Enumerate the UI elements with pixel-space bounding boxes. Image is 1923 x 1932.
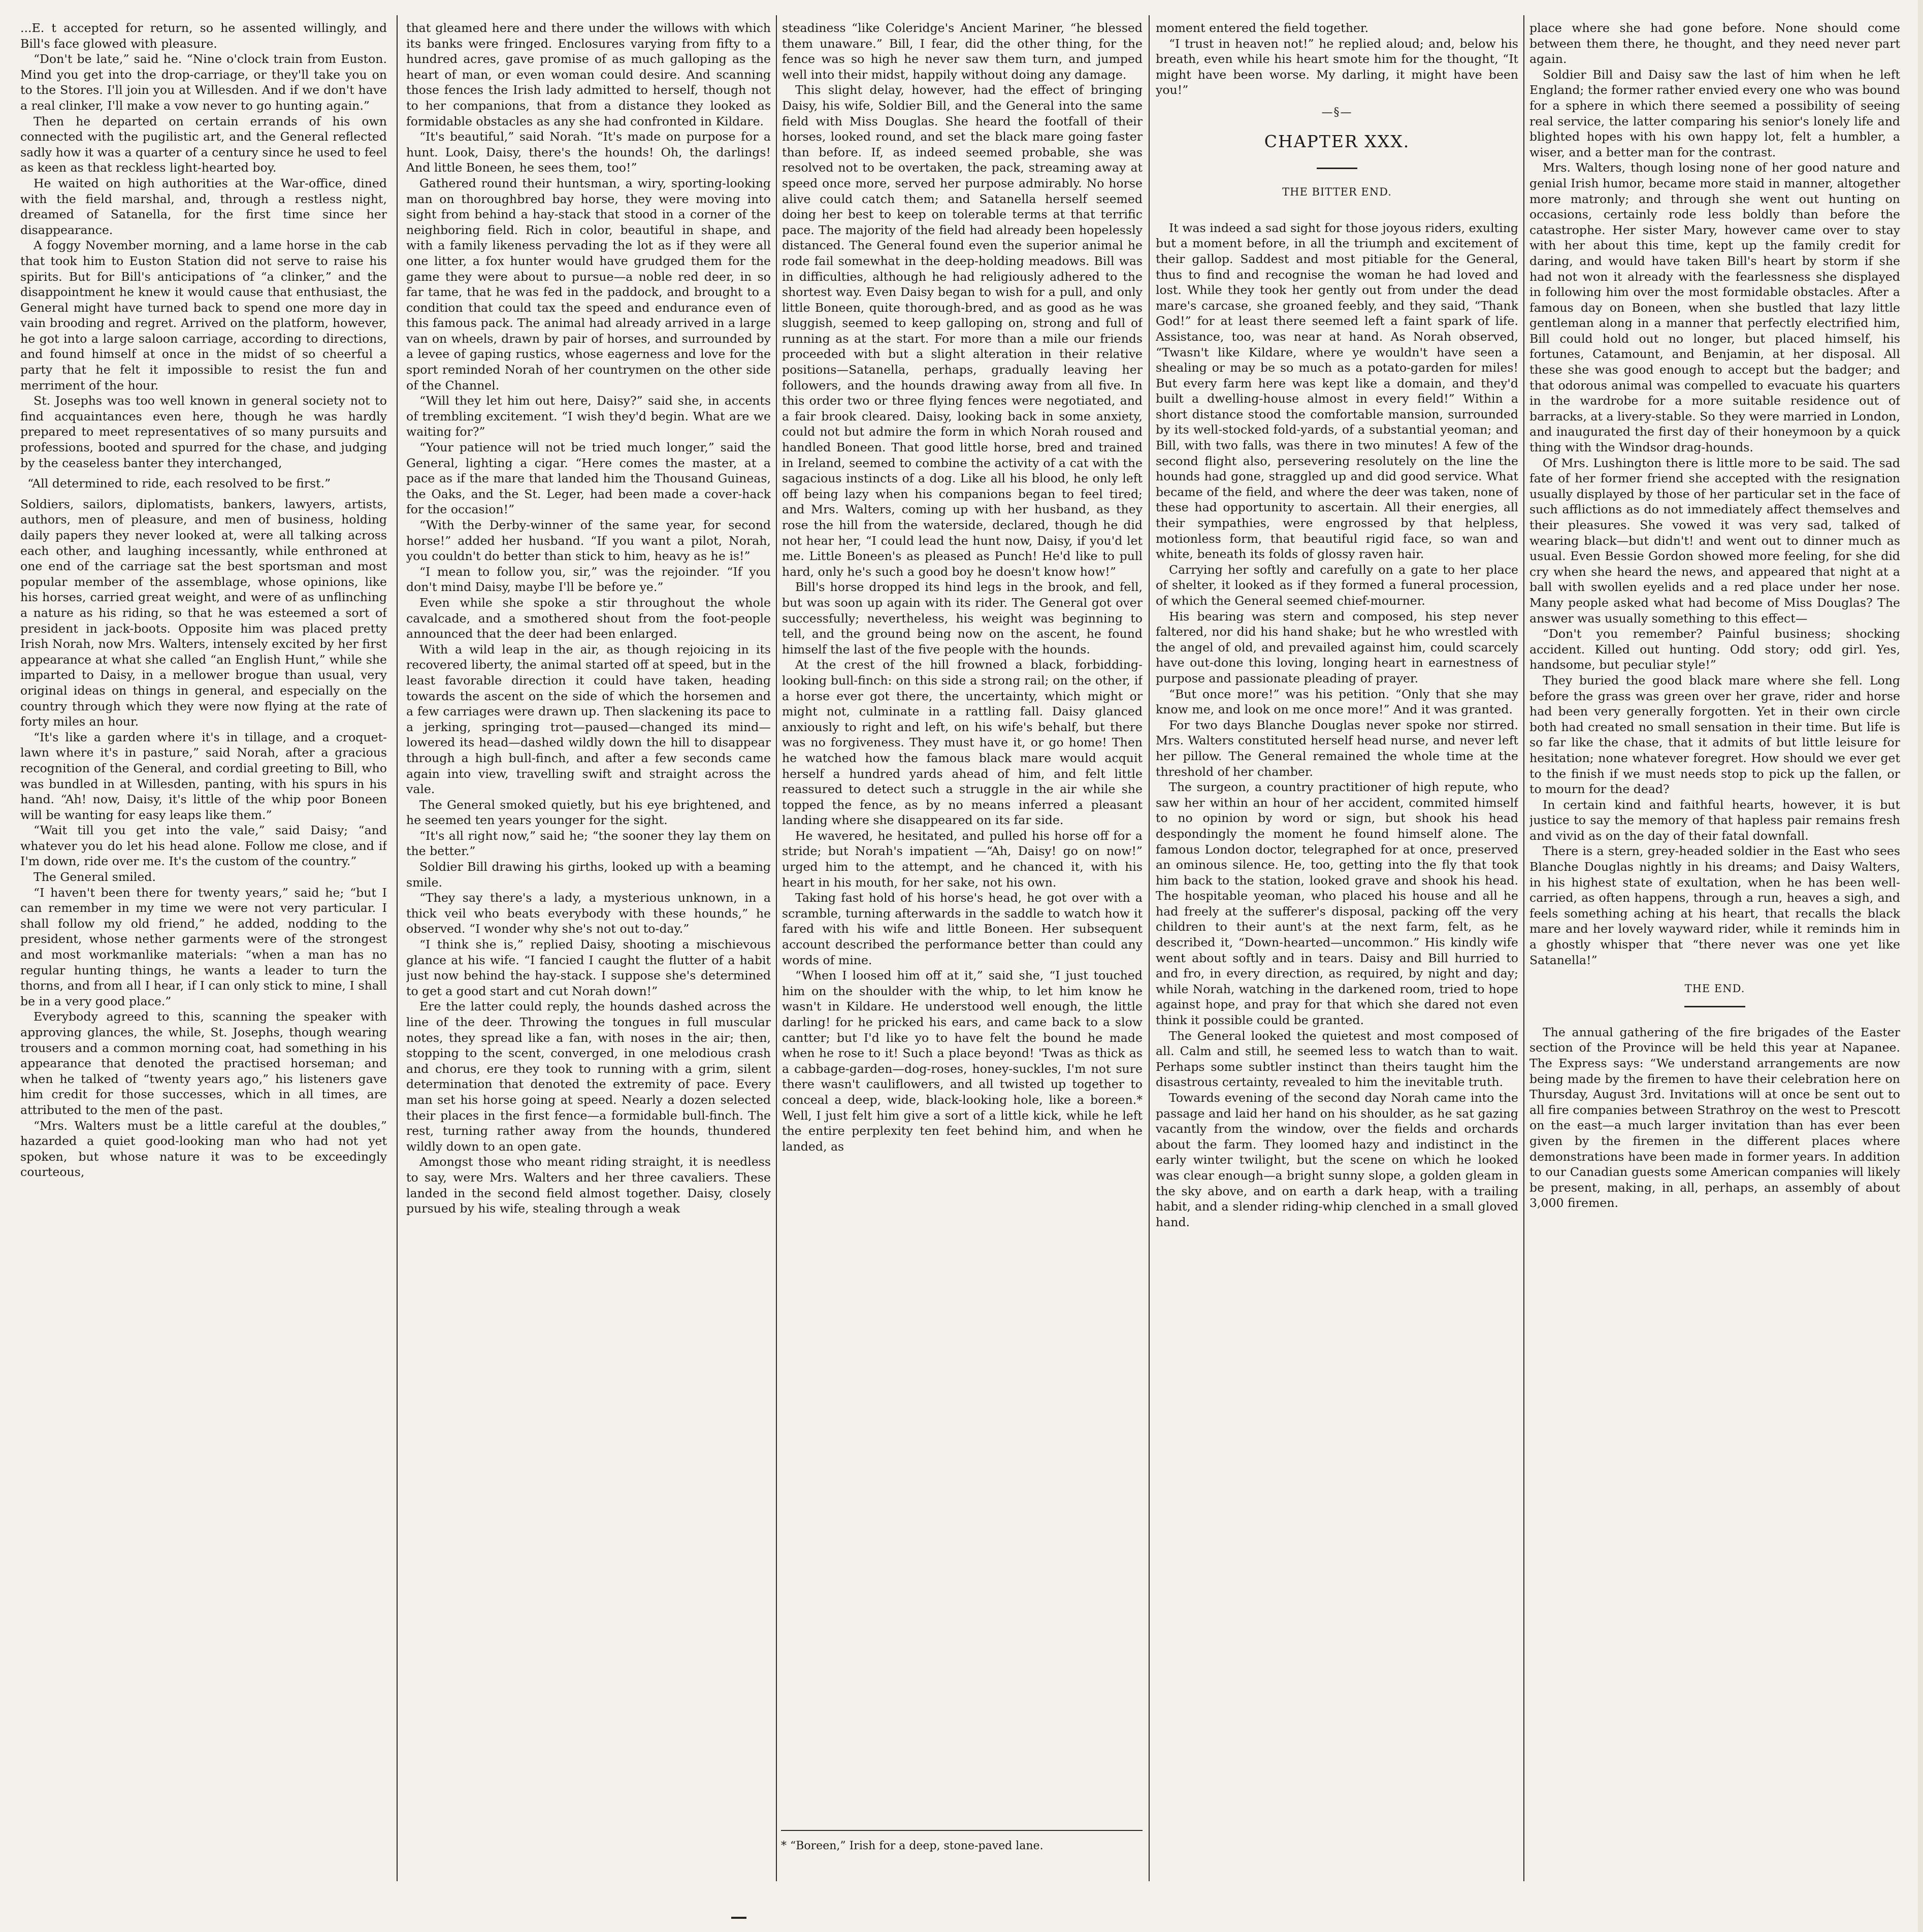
paragraph: Bill's horse dropped its hind legs in the brook, and fell, but was soon up again with its rider. The General got over successfully; nevertheless, his weight was beginning to tell, and the ground being now on the ascent, he found himself the last of the five people with the hounds. <box>782 580 1143 657</box>
paragraph: “I mean to follow you, sir,” was the rejoinder. “If you don't mind Daisy, maybe I'll be before ye.” <box>406 564 771 595</box>
paragraph: Then he departed on certain errands of his own connected with the pugilistic art, and the General reflected sadly how it was a quarter of a century since he used to feel as keen as that reckless light-hearted boy. <box>20 114 387 175</box>
paragraph: “It's all right now,” said he; “the sooner they lay them on the better.” <box>406 828 771 859</box>
paragraph: The annual gathering of the fire brigades of the Easter section of the Province will be held this year at Napanee. The Express says: “We understand arrangements are now being made by the firemen to have their celebration here on Thursday, August 3rd. Invitations will at once be sent out to all fire companies between Strathroy on the west to Prescott on the east—a much larger invitation than has ever been given by the firemen in the different places where demonstrations have been made in former years. In addition to our Canadian guests some American companies will likely be present, making, in all, perhaps, an assembly of about 3,000 firemen. <box>1529 1025 1900 1210</box>
paragraph: There is a stern, grey-headed soldier in the East who sees Blanche Douglas nightly in his dreams; and Daisy Walters, in his highest state of exultation, when he has been well-carried, as often happens, through a run, heaves a sigh, and feels something aching at his heart, that recalls the black mare and her lovely wayward rider, while it reminds him in a ghostly whisper that “there never was one yet like Satanella!” <box>1529 844 1900 967</box>
footnote-rule <box>781 1830 1143 1831</box>
paragraph: This slight delay, however, had the effect of bringing Daisy, his wife, Soldier Bill, and the General into the same field with Miss Douglas. She heard the footfall of their horses, looked round, and set the black mare going faster than before. If, as indeed seemed probable, she was resolved not to be overtaken, the pack, streaming away at speed once more, served her purpose admirably. No horse alive could catch them; and Satanella herself seemed doing her best to keep on tolerable terms at that terrific pace. The majority of the field had already been hopelessly distanced. The General found even the superior animal he rode fail somewhat in the deep-holding meadows. Bill was in difficulties, although he had religiously adhered to the shortest way. Even Daisy began to wish for a pull, and only little Boneen, quite thorough-bred, and as good as he was sluggish, seemed to keep galloping on, strong and full of running as at the start. For more than a mile our friends proceeded with but a slight alteration in their relative positions—Satanella, perhaps, gradually leaving her followers, and the hounds drawing away from all five. In this order two or three flying fences were negotiated, and a fair brook cleared. Daisy, looking back in some anxiety, could not but admire the form in which Norah roused and handled Boneen. That good little horse, bred and trained in Ireland, seemed to combine the activity of a cat with the sagacious instincts of a dog. Like all his blood, he only left off being lazy when his companions began to feel tired; and Mrs. Walters, coming up with her husband, as they rose the hill from the waterside, declared, though he did not hear her, “I could lead the hunt now, Daisy, if you'd let me. Little Boneen's as pleased as Punch! He'd like to pull hard, only he's such a good boy he doesn't know how!” <box>782 83 1143 579</box>
paragraph: “With the Derby-winner of the same year, for second horse!” added her husband. “If you want a pilot, Norah, you couldn't do better than stick to him, heavy as he is!” <box>406 518 771 564</box>
paragraph: ...E. t accepted for return, so he assented willingly, and Bill's face glowed with pleasure. <box>20 21 387 51</box>
paragraph: “They say there's a lady, a mysterious unknown, in a thick veil who beats everybody with these hounds,” he observed. “I wonder why she's not out to-day.” <box>406 891 771 936</box>
column-3 <box>782 20 1143 1830</box>
page-mark <box>731 1917 746 1919</box>
paragraph: Soldier Bill and Daisy saw the last of him when he left England; the former rather envied every one who was bound for a sphere in which there seemed a possibility of seeing real service, the latter comparing his senior's lonely life and blighted hopes with his own happy lot, felt a humbler, a wiser, and a better man for the contrast. <box>1529 67 1900 159</box>
paragraph: In certain kind and faithful hearts, however, it is but justice to say the memory of that hapless pair remains fresh and vivid as on the day of their fatal downfall. <box>1529 797 1900 843</box>
paragraph: He wavered, he hesitated, and pulled his horse off for a stride; but Norah's impatient —“Ah, Daisy! go on now!” urged him to the attempt, and he chanced it, with his heart in his mouth, for her sake, not his own. <box>782 828 1143 890</box>
column-4 <box>1156 20 1518 1871</box>
paragraph: At the crest of the hill frowned a black, forbidding-looking bull-finch: on this side a strong rail; on the other, if a horse ever got there, the uncertainty, which might or might not, culminate in a rattling fall. Daisy glanced anxiously to right and left, on his wife's behalf, but there was no forgiveness. They must have it, or go home! Then he watched how the famous black mare would acquit herself a hundred yards ahead of him, and felt little reassured to detect such a struggle in the air while she topped the fence, as by no means inferred a pleasant landing where she disappeared on its far side. <box>782 658 1143 828</box>
column-rule <box>1149 15 1150 1881</box>
paragraph: The General looked the quietest and most composed of all. Calm and still, he seemed less to watch than to wait. Perhaps some subtler instinct than theirs taught him the disastrous certainty, revealed to him the inevitable truth. <box>1156 1028 1518 1090</box>
chapter-subtitle: THE BITTER END. <box>1282 186 1392 199</box>
paragraph: Mrs. Walters, though losing none of her good nature and genial Irish humor, became more staid in manner, altogether more matronly; and through she went out hunting on occasions, certainly rode less boldly than before the catastrophe. Her sister Mary, however came over to stay with her about this time, kept up the family credit for daring, and would have taken Bill's heart by storm if she had not won it already with the fearlessness she displayed in following him over the most formidable obstacles. After a famous day on Boneen, when she bustled that lazy little gentleman along in a manner that perfectly electrified him, Bill could hold out no longer, but placed himself, his fortunes, Catamount, and Benjamin, at her disposal. All these she was good enough to accept but the badger; and that odorous animal was compelled to evacuate his quarters in the wardrobe for a more suitable residence out of barracks, at a livery-stable. So they were married in London, and inaugurated the first day of their honeymoon by a quick thing with the Windsor drag-hounds. <box>1529 160 1900 455</box>
paragraph: Amongst those who meant riding straight, it is needless to say, were Mrs. Walters and her three cavaliers. These landed in the second field almost together. Daisy, closely pursued by his wife, stealing through a weak <box>406 1155 771 1216</box>
paragraph: With a wild leap in the air, as though rejoicing in its recovered liberty, the animal started off at speed, but in the least favorable direction it could have taken, heading towards the ascent on the side of which the horsemen and a few carriages were drawn up. Then slackening its pace to a jerking, springing trot—paused—changed its mind—lowered its head—dashed wildly down the hill to disappear through a high bull-finch, and after a few seconds came again into view, travelling swift and straight across the vale. <box>406 642 771 797</box>
chapter-title: CHAPTER XXX. <box>1264 131 1410 151</box>
paragraph: It was indeed a sad sight for those joyous riders, exulting but a moment before, in all the triumph and excitement of their gallop. Saddest and most pitiable for the General, thus to find and recognise the woman he had loved and lost. While they took her gently out from under the dead mare's carcase, she groaned feebly, and they said, “Thank God!” for at least there seemed left a faint spark of life. Assistance, too, was near at hand. As Norah observed, “Twasn't like Kildare, where ye wouldn't have seen a shealing or may be so much as a potato-garden for miles! But every farm here was kept like a domain, and they'd built a dwelling-house almost in every field!” Within a short distance stood the comfortable mansion, surrounded by its well-stocked fold-yards, of a substantial yeoman; and Bill, with two falls, was there in two minutes! A few of the second flight also, persevering resolutely on the line the hounds had gone, straggled up and did good service. What became of the field, and where the deer was taken, none of these had opportunity to ascertain. All their energies, all their sympathies, were engrossed by that helpless, motionless form, that beautiful rigid face, so wan and white, beneath its folds of glossy raven hair. <box>1156 220 1518 562</box>
paragraph: “I trust in heaven not!” he replied aloud; and, below his breath, even while his heart smote him for the thought, “It might have been worse. My darling, it might have been you!” <box>1156 36 1518 97</box>
paragraph: steadiness “like Coleridge's Ancient Mariner, “he blessed them unaware.” Bill, I fear, did the other thing, for the fence was so high he never saw them turn, and jumped well into their midst, happily without doing any damage. <box>782 21 1143 82</box>
paragraph: The General smiled. <box>33 870 156 885</box>
paragraph: “It's like a garden where it's in tillage, and a croquet-lawn where it's in pasture,” said Norah, after a gracious recognition of the General, and cordial greeting to Bill, who was bundled in at Willesden, panting, with his spurs in his hand. “Ah! now, Daisy, it's little of the whip poor Boneen will be wanting for easy leaps like them.” <box>20 730 387 822</box>
paragraph: “Will they let him out here, Daisy?” said she, in accents of trembling excitement. “I wish they'd begin. What are we waiting for?” <box>406 394 771 439</box>
paragraph: Everybody agreed to this, scanning the speaker with approving glances, the while, St. Josephs, though wearing trousers and a common morning coat, had something in his appearance that denoted the practised horseman; and when he talked of “twenty years ago,” his listeners gave him credit for those successes, which in all times, are attributed to the men of the past. <box>20 1009 387 1117</box>
paragraph: “Mrs. Walters must be a little careful at the doubles,” hazarded a quiet good-looking man who had not yet spoken, but whose nature it was to be exceedingly courteous, <box>20 1118 387 1180</box>
column-rule <box>397 15 398 1881</box>
footnote: * “Boreen,” Irish for a deep, stone-paved lane. <box>781 1840 1044 1852</box>
paragraph: “Your patience will not be tried much longer,” said the General, lighting a cigar. “Here comes the master, at a pace as if the mare that landed him the Thousand Guineas, the Oaks, and the St. Leger, had been made a cover-hack for the occasion!” <box>406 440 771 517</box>
paragraph: “All determined to ride, each resolved to be first.” <box>27 476 331 491</box>
paragraph: Towards evening of the second day Norah came into the passage and laid her hand on his shoulder, as he sat gazing vacantly from the window, over the fields and orchards about the farm. They loomed hazy and indistinct in the early winter twilight, but the scene on which he looked was clear enough—a bright sunny slope, a golden gleam in the sky above, and on earth a dark heap, with a trailing habit, and a slender riding-whip clenched in a small gloved hand. <box>1156 1091 1518 1229</box>
paragraph: Taking fast hold of his horse's head, he got over with a scramble, turning afterwards in the saddle to watch how it fared with his wife and little Boneen. Her subsequent account described the performance better than could any words of mine. <box>782 891 1143 967</box>
paragraph: that gleamed here and there under the willows with which its banks were fringed. Enclosures varying from fifty to a hundred acres, gave promise of as much galloping as the heart of man, or even woman could desire. And scanning those fences the Irish lady admitted to herself, though not to her companions, that from a distance they looked as formidable obstacles as any she had confronted in Kildare. <box>406 21 771 128</box>
paragraph: They buried the good black mare where she fell. Long before the grass was green over her grave, rider and horse had been very generally forgotten. Yet in their own circle both had created no small sensation in their time. But life is so far like the chase, that it admits of but little leisure for hesitation; none whatever foregret. How should we ever get to the finish if we must needs stop to pick up the fallen, or to mourn for the dead? <box>1529 673 1900 797</box>
page-edge <box>1918 0 1923 1932</box>
column-5 <box>1529 20 1900 1871</box>
end-mark: THE END. <box>1684 983 1745 995</box>
short-rule <box>1317 168 1357 169</box>
chapter-heading <box>1156 105 1518 200</box>
paragraph: A foggy November morning, and a lame horse in the cab that took him to Euston Station did not serve to raise his spirits. But for Bill's anticipations of “a clinker,” and the disappointment he knew it would cause that enthusiast, the General might have turned back to spend one more day in vain brooding and regret. Arrived on the platform, however, he got into a large saloon carriage, according to directions, and found himself at once in the midst of so cheerful a party that he felt it impossible to resist the fun and merriment of the hour. <box>20 238 387 392</box>
column-1 <box>20 20 387 1871</box>
end-rule <box>1684 1006 1745 1007</box>
paragraph: For two days Blanche Douglas never spoke nor stirred. Mrs. Walters constituted herself head nurse, and never left her pillow. The General remained the whole time at the threshold of her chamber. <box>1156 717 1518 779</box>
paragraph: “Don't you remember? Painful business; shocking accident. Killed out hunting. Odd story; odd girl. Yes, handsome, but peculiar style!” <box>1529 627 1900 672</box>
paragraph: “It's beautiful,” said Norah. “It's made on purpose for a hunt. Look, Daisy, there's the hounds! Oh, the darlings! And little Boneen, he sees them, too!” <box>406 129 771 175</box>
column-rule <box>776 15 777 1881</box>
paragraph: “Wait till you get into the vale,” said Daisy; “and whatever you do let his head alone. Follow me close, and if I'm down, ride over me. It's the custom of the country.” <box>20 823 387 869</box>
paragraph: Carrying her softly and carefully on a gate to her place of shelter, it looked as if they formed a funeral procession, of which the General seemed chief-mourner. <box>1156 562 1518 608</box>
paragraph: Soldiers, sailors, diplomatists, bankers, lawyers, artists, authors, men of pleasure, and men of business, holding daily papers they never looked at, were all talking across each other, and laughing incessantly, while enthroned at one end of the carriage sat the best sportsman and most popular member of the assemblage, whose opinions, like his horses, carried great weight, and were of as unflinching a nature as his riding, so that he was esteemed a sort of president in jack-boots. Opposite him was placed pretty Irish Norah, now Mrs. Walters, intensely excited by her first appearance at what she called “an English Hunt,” while she imparted to Daisy, in a mellower brogue than usual, very original ideas on things in general, and especially on the country through which they were now flying at the rate of forty miles an hour. <box>20 497 387 729</box>
paragraph: Gathered round their huntsman, a wiry, sporting-looking man on thoroughbred bay horse, they were moving into sight from behind a hay-stack that stood in a corner of the neighboring field. Rich in color, beautiful in shape, and with a family likeness pervading the lot as if they were all one litter, a fox hunter would have grudged them for the game they were about to pursue—a noble red deer, in so far tame, that he was fed in the paddock, and brought to a condition that could tax the speed and endurance even of this famous pack. The animal had already arrived in a large van on wheels, drawn by pair of horses, and surrounded by a levee of gaping rustics, whose eagerness and love for the sport reminded Norah of her countrymen on the other side of the Channel. <box>406 176 771 392</box>
column-2 <box>406 20 771 1871</box>
column-rule <box>1523 15 1524 1881</box>
paragraph: place where she had gone before. None should come between them there, he thought, and they need never part again. <box>1529 21 1900 67</box>
paragraph: “I haven't been there for twenty years,” said he; “but I can remember in my time we were not very particular. I shall follow my old friend,” he added, nodding to the president, whose nether garments were of the strongest and most workmanlike materials: “when a man has no regular hunting things, he wants a leader to turn the thorns, and from all I hear, if I can only stick to mine, I shall be in a very good place.” <box>20 885 387 1008</box>
paragraph: St. Josephs was too well known in general society not to find acquaintances even here, though he was hardly prepared to meet representatives of so many pursuits and professions, booted and spurred for the chase, and judging by the ceaseless banter they interchanged, <box>20 394 387 470</box>
paragraph: “I think she is,” replied Daisy, shooting a mischievous glance at his wife. “I fancied I caught the flutter of a habit just now behind the hay-stack. I suppose she's determined to get a good start and cut Norah down!” <box>406 937 771 998</box>
paragraph: Soldier Bill drawing his girths, looked up with a beaming smile. <box>406 860 771 890</box>
paragraph: His bearing was stern and composed, his step never faltered, nor did his hand shake; but he who wrestled with the angel of old, and prevailed against him, could scarcely have out-done this loving, longing heart in earnestness of purpose and passionate pleading of prayer. <box>1156 609 1518 685</box>
ornament-divider: —§— <box>1321 106 1353 119</box>
paragraph: The General smoked quietly, but his eye brightened, and he seemed ten years younger for the sight. <box>406 797 771 828</box>
paragraph: Even while she spoke a stir throughout the whole cavalcade, and a smothered shout from the foot-people announced that the deer had been enlarged. <box>406 595 771 641</box>
paragraph: “Don't be late,” said he. “Nine o'clock train from Euston. Mind you get into the drop-carriage, or they'll take you on to the Stores. I'll join you at Willesden. And if we don't have a real clinker, I'll make a vow never to go hunting again.” <box>20 52 387 113</box>
paragraph: The surgeon, a country practitioner of high repute, who saw her within an hour of her accident, commited himself to no opinion by word or sign, but shook his head despondingly the moment he found himself alone. The famous London doctor, telegraphed for at once, preserved an ominous silence. He, too, getting into the fly that took him back to the station, looked grave and shook his head. The hospitable yeoman, who placed his house and all he had freely at the sufferer's disposal, packing off the very children to their aunt's at the next farm, felt, as he described it, “Down-hearted—uncommon.” His kindly wife went about softly and in tears. Daisy and Bill hurried to and fro, in every direction, as required, by night and day; while Norah, watching in the darkened room, tried to hope against hope, and pray for that which she dared not even think it possible could be granted. <box>1156 780 1518 1028</box>
paragraph: He waited on high authorities at the War-office, dined with the field marshal, and, through a restless night, dreamed of Satanella, for the first time since her disappearance. <box>20 176 387 237</box>
paragraph: moment entered the field together. <box>1156 21 1369 35</box>
paragraph: “But once more!” was his petition. “Only that she may know me, and look on me once more!” And it was granted. <box>1156 686 1518 717</box>
paragraph: Of Mrs. Lushington there is little more to be said. The sad fate of her former friend she accepted with the resignation usually displayed by those of her particular set in the face of such afflictions as do not immediately affect themselves and their pleasures. She vowed it was very sad, talked of wearing black—but didn't! and went out to dinner much as usual. Even Bessie Gordon showed more feeling, for she did cry when she heard the news, and appeared that night at a ball with swollen eyelids and a red place under her nose. Many people asked what had become of Miss Douglas? The answer was usually something to this effect— <box>1529 455 1900 626</box>
paragraph: Ere the latter could reply, the hounds dashed across the line of the deer. Throwing the tongues in full muscular notes, they spread like a fan, with noses in the air; then, stopping to the scent, converged, in one melodious crash and chorus, ere they took to running with a grim, silent determination that denoted the extremity of pace. Every man set his horse going at speed. Nearly a dozen selected their places in the first fence—a formidable bull-finch. The rest, turning rather away from the hounds, thundered wildly down to an open gate. <box>406 999 771 1154</box>
paragraph: “When I loosed him off at it,” said she, “I just touched him on the shoulder with the whip, to let him know he wasn't in Kildare. He understood well enough, the little darling! for he pricked his ears, and came back to a slow cantter; but I'd like yo to have felt the bound he made when he rose to it! Such a place beyond! 'Twas as thick as a cabbage-garden—dog-roses, honey-suckles, I'm not sure there wasn't cauliflowers, and all twisted up together to conceal a deep, wide, black-looking hole, like a boreen.* Well, I just felt him give a sort of a little kick, while he left the entire perplexity ten feet behind him, and when he landed, as <box>782 968 1143 1154</box>
